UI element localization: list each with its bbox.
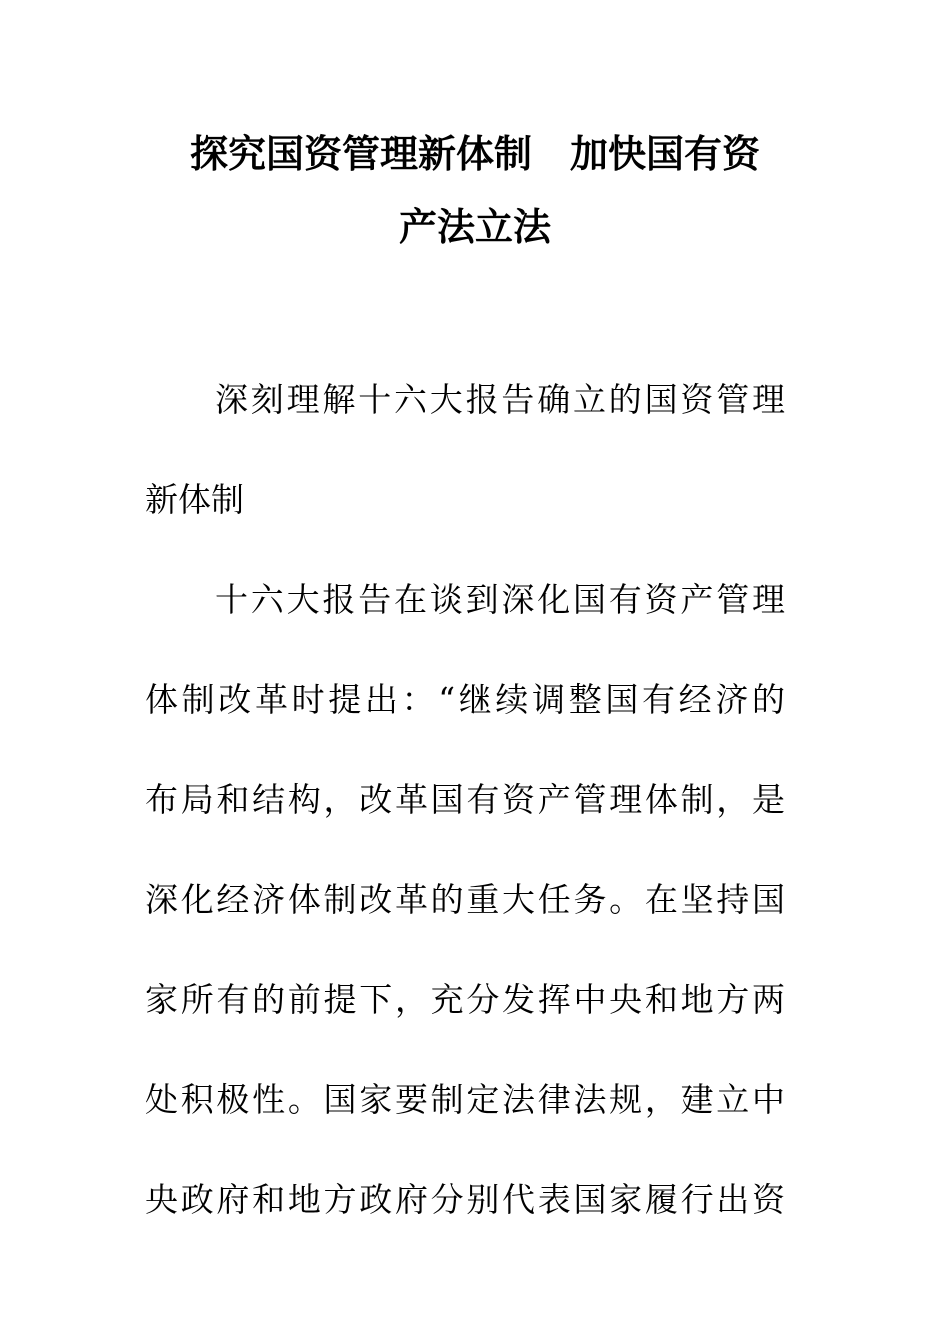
paragraph-line-1: 十六大报告在谈到深化国有资产管理 xyxy=(215,580,785,619)
section-heading-line-1: 深刻理解十六大报告确立的国资管理 xyxy=(215,380,785,419)
paragraph-line-5: 家所有的前提下，充分发挥中央和地方两 xyxy=(145,980,785,1019)
paragraph-line-6: 处积极性。国家要制定法律法规，建立中 xyxy=(145,1080,785,1119)
section-heading-line-2: 新体制 xyxy=(145,480,244,519)
paragraph-line-7: 央政府和地方政府分别代表国家履行出资 xyxy=(145,1180,785,1219)
document-title-line-1: 探究国资管理新体制 加快国有资 xyxy=(189,131,760,176)
document-title-line-2: 产法立法 xyxy=(398,204,551,249)
paragraph-line-2: 体制改革时提出：“继续调整国有经济的 xyxy=(145,680,785,719)
paragraph-line-3: 布局和结构，改革国有资产管理体制，是 xyxy=(145,780,785,819)
paragraph-line-4: 深化经济体制改革的重大任务。在坚持国 xyxy=(145,880,785,919)
